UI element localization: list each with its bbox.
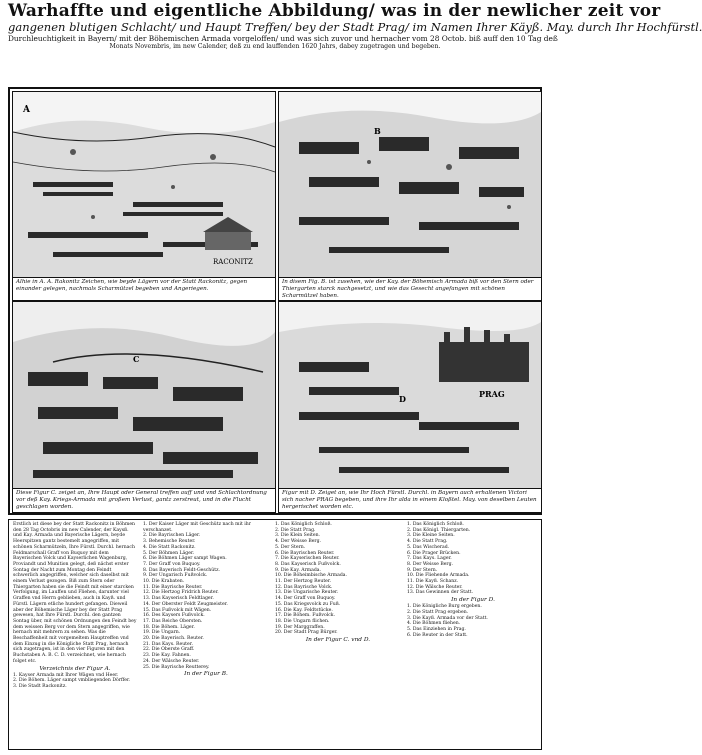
panel-c-white-mountain — [12, 301, 276, 513]
legend-item: 15. Das Fußvolck mit Wägen. — [143, 607, 212, 613]
label-b: B — [374, 126, 381, 136]
panel-b-caption: In disem Fig. B. ist zusehen, wie der Kay. der Böhemisch Armada biß vor den Stern oder Thiergarten starck nachgesetzt, und wie das Gesecht angefangen mit schönen Scharmützel haben. — [279, 277, 541, 300]
legend-item: 2. Die Statt Prag. — [275, 527, 316, 533]
legend-item: 6. Die Bayrischen Reuter. — [275, 550, 335, 556]
legend-item: 22. Die Oberste Graff. — [143, 647, 195, 653]
panel-c-caption: Diese Figur C. zeiget an, Ihre Haupt oder General treffen auff und vnd Schlachtordnung vor deß Kay. Kriegs-Armada mit großem Verlust, gantz zerstreut, und in die Flucht geschlagen worden. — [13, 488, 275, 512]
legend-item: 1. Die Königliche Burg ergeben. — [407, 604, 482, 610]
legend-item: 5. Der Böhmen Läger. — [143, 550, 195, 556]
legend-item: 11. Die Kayß. Schanz. — [407, 579, 459, 585]
label-a: A — [23, 105, 30, 115]
legend-item: 3. Die Kleine Seiten. — [407, 533, 455, 539]
legend-item: 3. Die Kayß. Armada vor der Statt. — [407, 615, 488, 621]
legend-item: 15. Das Kriegsvolck zu Fuß. — [275, 601, 341, 607]
legend-heading-a: Verzeichnis der Figur A. — [39, 665, 111, 672]
legend-item: 14. Der Graff von Buquoy. — [275, 596, 336, 602]
legend-item: 4. Der Weisse Berg. — [275, 539, 322, 545]
legend-item: 12. Die Hertzog Fridrich Reuter. — [143, 590, 219, 596]
label-d: D — [399, 394, 406, 404]
legend-item: 8. Der Weisse Berg. — [407, 561, 454, 567]
legend-item: 19. Die Ungarn. — [143, 630, 181, 636]
legend-column-4 — [407, 522, 539, 748]
legend-item: 25. Die Bayrische Reutterey. — [143, 664, 210, 670]
legend-item: 10. Die Böheimbische Armada. — [275, 573, 347, 579]
legend-item: 9. Der Stern. — [407, 567, 438, 573]
prag-label: PRAG — [479, 389, 505, 399]
legend-item: 20. Die Bayerisch. Reuter. — [143, 636, 204, 642]
legend-item: 18. Die Böhem. Läger. — [143, 624, 195, 630]
engraving-plates — [8, 87, 542, 515]
legend-intro: Erstlich ist diese bey der Statt Rackonitz in Böhmen den 28 Tag Octobris im new Calender, der Kaysß. und Kay. Armada und Bayerische Lägern, beyde Heerspitzen gantz bestemelt angegriffen, mit schönen Scharmützeln, Ihre Fürstl. Durchl. hernach Feldmarschall Graff von Buquoy mit dem Bayerischen Volck und Kayserlichen Wagenburg, Proviandt und Munition gelegt, deß nächst erster Sontag der Nacht zum Montag den Feindt schwerlich angegriffen, welcher sich daselbst mit einem Verlust gezogen. Biß zum Stern oder Thiergarten haben sie die Feindt mit einer starcken Verfolgung, im Lauffen und Fliehen, darunter viel Graffen vnd Herrn geblieben, auch in Kayß. und Fürstl. Lägern etliche hundert gefangen. Dieweil aber der Böhemische Läger bey der Statt Prag gewesen, hat Ihre Fürstl. Durchl. den gantzen Sontag über, mit schönen Ordnungen den Feindt bey dem weissen Berg vor dem Stern angegriffen, wie hernach mit mehrern zu sehen. Was die Beschaffenheit mit vorgemeltem Hauptreffen vnd dem Einzug in die Königliche Statt Prag, hernach sich zugetragen, ist in den vier Figuren mit den Buchstaben A. B. C. D. verzeichnet, wie hernach folget etc. — [13, 522, 137, 664]
label-c: C — [133, 354, 140, 364]
legend-item: 9. Die Kay. Armada. — [275, 567, 321, 573]
legend-item: 5. Der Stern. — [275, 544, 306, 550]
panel-a-engraving — [13, 92, 275, 277]
rakonitz-label: RACONITZ — [213, 258, 253, 266]
legend-item: 3. Die Klein Seiten. — [275, 533, 320, 539]
legend-a-item: 2. Die Böhem. Läger sampt vmbliegenden Dörffer. — [13, 678, 131, 684]
legend-item: 11. Die Bayrische Reuter. — [143, 584, 203, 590]
legend-a-item: 1. Kayser Armada mit Ihrer Wägen vnd Heer. — [13, 672, 119, 678]
legend-item: 6. Die Böhmen Läger sampt Wagen. — [143, 556, 227, 562]
legend-item: 5. Das Einziehen in Prag. — [407, 626, 466, 632]
panel-d-engraving — [279, 302, 541, 488]
legend-item: 17. Das Reiche Obersten. — [143, 618, 203, 624]
legend-item: 10. Die Krabaten. — [143, 579, 185, 585]
title-line-2: gangenen blutigen Schlacht/ und Haupt Treffen/ bey der Stadt Prag/ im Namen Ihrer Käyß. May. durch Ihr Hochfürstl. — [8, 20, 702, 34]
panel-d-prague — [278, 301, 542, 513]
legend-item: 24. Der Wälsche Reuter. — [143, 658, 200, 664]
legend-item: 2. Die Bayrischen Läger. — [143, 533, 201, 539]
legend-item: 4. Die Statt Rackonitz. — [143, 544, 196, 550]
panel-d-caption: Figur mit D. Zeiget an, wie Ihr Hoch Fürstl. Durchl. in Bayern auch erhaltenen Victori sich nacher PRAG begeben, und ihre Ihr alda in einem Kloßtel. May. von deselben Leuten hergerischet worden etc. — [279, 488, 541, 512]
panel-c-engraving — [13, 302, 275, 488]
panel-a-caption: Alhie in A. A. Rakonitz Zeichen, wie beyde Lägern vor der Statt Rackonitz, gegen einander gelegen, nachmals Scharmützel begeben und Angeriegen. — [13, 277, 275, 300]
legend-item: 17. Die Böhem. Fußvolck. — [275, 613, 336, 619]
legend-item: 8. Das Kayserisch Fußvolck. — [275, 561, 341, 567]
legend-item: 3. Behemische Reuter. — [143, 539, 196, 545]
legend-item: 7. Die Kayserischen Reuter. — [275, 556, 340, 562]
title-line-4: Monats Novembris, im new Calender, deß zu end lauffenden 1620 Jahrs, dabey zugetragen und begeben. — [109, 43, 441, 50]
legend-heading: In der Figur B. — [184, 671, 228, 678]
legend-item: 14. Der Oberster Feldt Zeugmeister. — [143, 601, 228, 607]
legend-item: 7. Der Graff von Buquoy. — [143, 561, 201, 567]
legend-item: 12. Die Wälsche Reuter. — [407, 584, 463, 590]
legend-text — [8, 519, 542, 750]
legend-column-1 — [13, 522, 137, 748]
legend-item: 7. Das Kays. Lager. — [407, 556, 452, 562]
legend-item: 16. Des Kaysers Fußvolck. — [143, 613, 205, 619]
panel-a-rakonitz — [12, 91, 276, 301]
title-block — [8, 1, 702, 86]
legend-item: 21. Das Kays. Reuter. — [143, 641, 193, 647]
legend-item: 9. Der Ungarisch Fußvolck. — [143, 573, 208, 579]
legend-item: 2. Das Königl. Thiergarten. — [407, 527, 471, 533]
legend-item: 4. Die Statt Prag. — [407, 539, 448, 545]
legend-column-2 — [143, 522, 269, 748]
legend-item: 18. Die Ungarn flichen. — [275, 618, 330, 624]
legend-item: 23. Die Kay. Fahnen. — [143, 653, 191, 659]
legend-item: 5. Das Wischerad. — [407, 544, 450, 550]
legend-item: 12. Das Bayrische Volck. — [275, 584, 333, 590]
title-line-1: Warhaffte und eigentliche Abbildung/ was in der newlicher zeit vor — [8, 1, 661, 21]
legend-item: 10. Die Fliehende Armada. — [407, 573, 470, 579]
panel-b-engraving — [279, 92, 541, 277]
legend-item: 8. Das Bayerisch Feldt-Geschütz. — [143, 567, 220, 573]
legend-item: 16. Die Kay. Feldtstücke. — [275, 607, 333, 613]
legend-heading: In der Figur D. — [451, 597, 495, 604]
legend-heading: In der Figur C. vnd D. — [305, 637, 371, 644]
legend-column-3 — [275, 522, 401, 748]
legend-item: 2. Die Statt Prag ergeben. — [407, 609, 469, 615]
legend-item: 1. Das Königlich Schloß. — [275, 522, 332, 527]
legend-item: 1. Das Königlich Schloß. — [407, 522, 464, 527]
panel-b-star-park — [278, 91, 542, 301]
legend-item: 4. Die Böhmen fliehen. — [407, 621, 461, 627]
legend-item: 13. Das Gewinnen der Statt. — [407, 590, 474, 596]
legend-item: 13. Die Ungarische Reuter. — [275, 590, 339, 596]
legend-item: 6. Die Prager Brücken. — [407, 550, 461, 556]
legend-item: 6. Die Reuter in der Statt. — [407, 632, 468, 638]
legend-item: 13. Das Kayserisch Feldtlager. — [143, 596, 214, 602]
legend-item: 20. Der Stadt Prag Bürger. — [275, 630, 338, 636]
legend-item: 1. Der Kaiser Läger mit Geschütz nach mit ihr verschanzet. — [143, 522, 251, 533]
legend-item: 11. Der Hertzog Reuter. — [275, 579, 332, 585]
legend-a-item: 3. Die Stadt Rackonitz. — [13, 683, 67, 689]
legend-item: 19. Der Marggraffen. — [275, 624, 325, 630]
broadsheet — [8, 1, 702, 750]
title-line-3: Durchleuchtigkeit in Bayern/ mit der Böhemischen Armada vorgeloffen/ und was sich zuvor und hernacher vom 28 Octob. biß auff den 10 Tag deß — [8, 34, 558, 43]
